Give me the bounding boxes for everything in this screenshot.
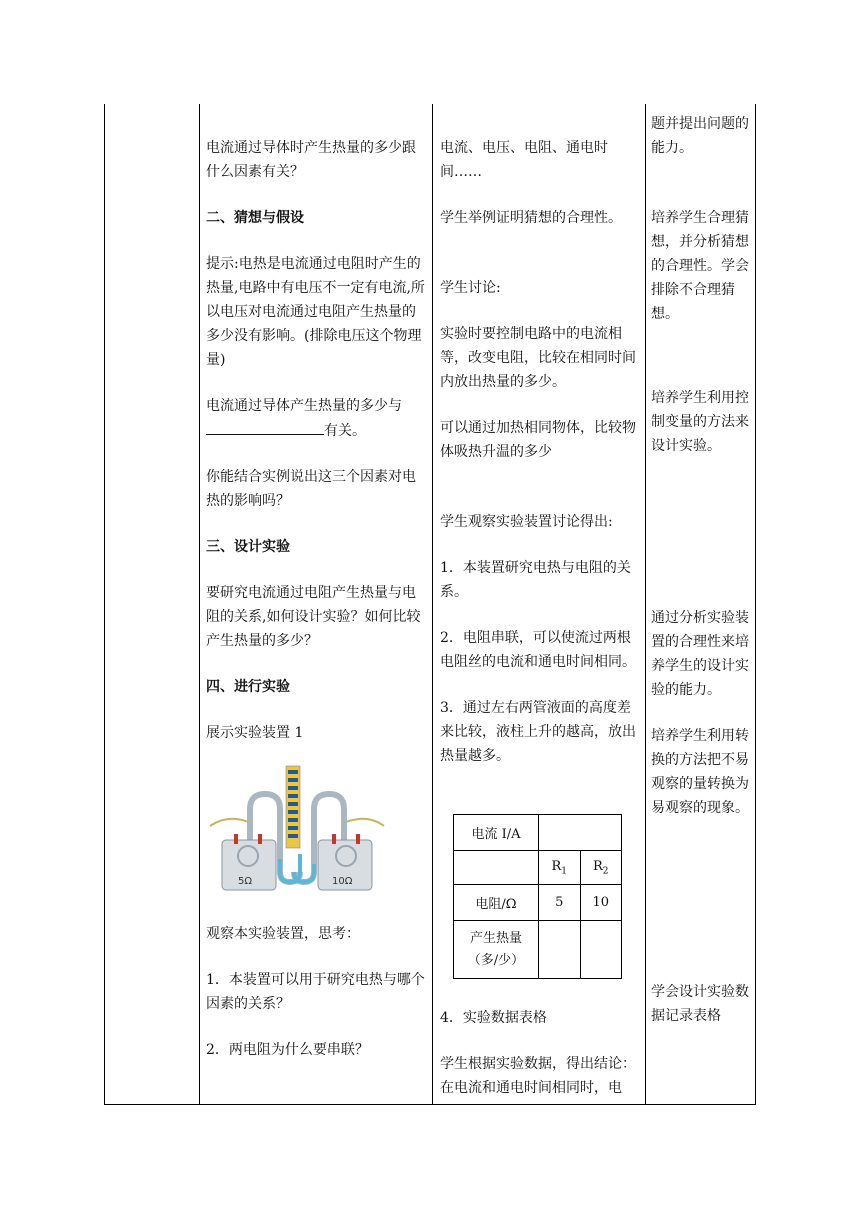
fill-in-blank-text xyxy=(206,394,428,443)
table-cell-heat-r1 xyxy=(539,921,581,979)
table-cell-heat-label: 产生热量（多/少） xyxy=(454,921,539,979)
table-cell-empty xyxy=(454,851,539,885)
table-cell-current-value xyxy=(539,815,622,851)
observation-conclusion-label: 学生观察实验装置讨论得出: xyxy=(440,514,613,530)
conclusion-3: 3．通过左右两管液面的高度差来比较，液柱上升的越高，放出热量越多。 xyxy=(440,700,636,764)
example-question: 你能结合实例说出这三个因素对电热的影响吗？ xyxy=(206,469,416,509)
experiment-apparatus-figure xyxy=(208,764,386,894)
intent-6: 学会设计实验数据记录表格 xyxy=(651,984,749,1024)
hint-text: 提示:电热是电流通过电阻时产生的热量,电路中有电压不一定有电流,所以电压对电流通过电阻产生热量的多少没有影响。(排除电压这个物理量) xyxy=(206,256,425,368)
table-header-r1: $R_1$ xyxy=(539,851,581,885)
conclusion-1: 1．本装置研究电热与电阻的关系。 xyxy=(440,560,631,600)
observe-prompt: 观察本实验装置，思考： xyxy=(206,926,360,942)
table-cell-r1-value: 5 xyxy=(539,885,581,921)
data-record-table xyxy=(453,814,622,979)
intent-column xyxy=(651,112,749,458)
student-column-bottom xyxy=(440,1006,640,1100)
intent-5: 培养学生利用转换的方法把不易观察的量转换为易观察的现象。 xyxy=(651,728,749,816)
section-heading-experiment: 四、进行实验 xyxy=(206,679,290,695)
right-resistor-label: 10Ω xyxy=(332,876,353,887)
student-conclusion: 学生根据实验数据，得出结论：在电流和通电时间相同时，电 xyxy=(440,1056,636,1096)
table-caption: 4．实验数据表格 xyxy=(440,1010,547,1026)
intent-2: 培养学生合理猜想，并分析猜想的合理性。学会排除不合理猜想。 xyxy=(651,210,749,322)
intent-column-mid xyxy=(651,606,749,820)
intent-3: 培养学生利用控制变量的方法来设计实验。 xyxy=(651,390,749,454)
question-1: 1．本装置可以用于研究电热与哪个因素的关系？ xyxy=(206,972,425,1012)
fill-in-suffix: 有关。 xyxy=(324,423,366,439)
apparatus-caption: 展示实验装置 1 xyxy=(206,725,304,741)
table-border-left xyxy=(104,104,105,1104)
heating-comparison-text: 可以通过加热相同物体，比较物体吸热升温的多少 xyxy=(440,420,636,460)
table-cell-r2-value: 10 xyxy=(580,885,622,921)
table-cell-resistance-label: 电阻/Ω xyxy=(454,885,539,921)
student-examples: 学生举例证明猜想的合理性。 xyxy=(440,210,622,226)
student-answer-factors: 电流、电压、电阻、通电时间…… xyxy=(440,140,608,180)
conclusion-2: 2．电阻串联，可以使流过两根电阻丝的电流和通电时间相同。 xyxy=(440,630,636,670)
student-column xyxy=(440,136,640,768)
table-cell-current-label: 电流 I/A xyxy=(454,815,539,851)
section-heading-design: 三、设计实验 xyxy=(206,539,290,555)
table-border-right xyxy=(755,104,756,1104)
table-divider-3 xyxy=(645,104,646,1104)
teacher-column-bottom xyxy=(206,922,428,1062)
table-header-r2: $R_2$ xyxy=(580,851,622,885)
control-variable-text: 实验时要控制电路中的电流相等，改变电阻，比较在相同时间内放出热量的多少。 xyxy=(440,326,636,390)
intent-column-bottom xyxy=(651,980,749,1028)
intent-1: 题并提出问题的能力。 xyxy=(651,116,749,156)
left-resistor-label: 5Ω xyxy=(238,876,253,887)
table-divider-1 xyxy=(199,104,200,1104)
answer-blank xyxy=(206,418,324,435)
design-question: 要研究电流通过电阻产生热量与电阻的关系,如何设计实验？如何比较产生热量的多少？ xyxy=(206,585,421,649)
fill-in-prefix: 电流通过导体产生热量的多少与 xyxy=(206,398,402,414)
student-discussion: 学生讨论: xyxy=(440,280,501,296)
table-border-bottom xyxy=(104,1104,756,1105)
section-heading-hypothesis: 二、猜想与假设 xyxy=(206,210,304,226)
table-cell-heat-r2 xyxy=(580,921,622,979)
teacher-column xyxy=(206,136,428,745)
question-text: 电流通过导体时产生热量的多少跟什么因素有关？ xyxy=(206,140,416,180)
table-divider-2 xyxy=(432,104,433,1104)
question-2: 2．两电阻为什么要串联？ xyxy=(206,1042,369,1058)
intent-4: 通过分析实验装置的合理性来培养学生的设计实验的能力。 xyxy=(651,610,749,698)
